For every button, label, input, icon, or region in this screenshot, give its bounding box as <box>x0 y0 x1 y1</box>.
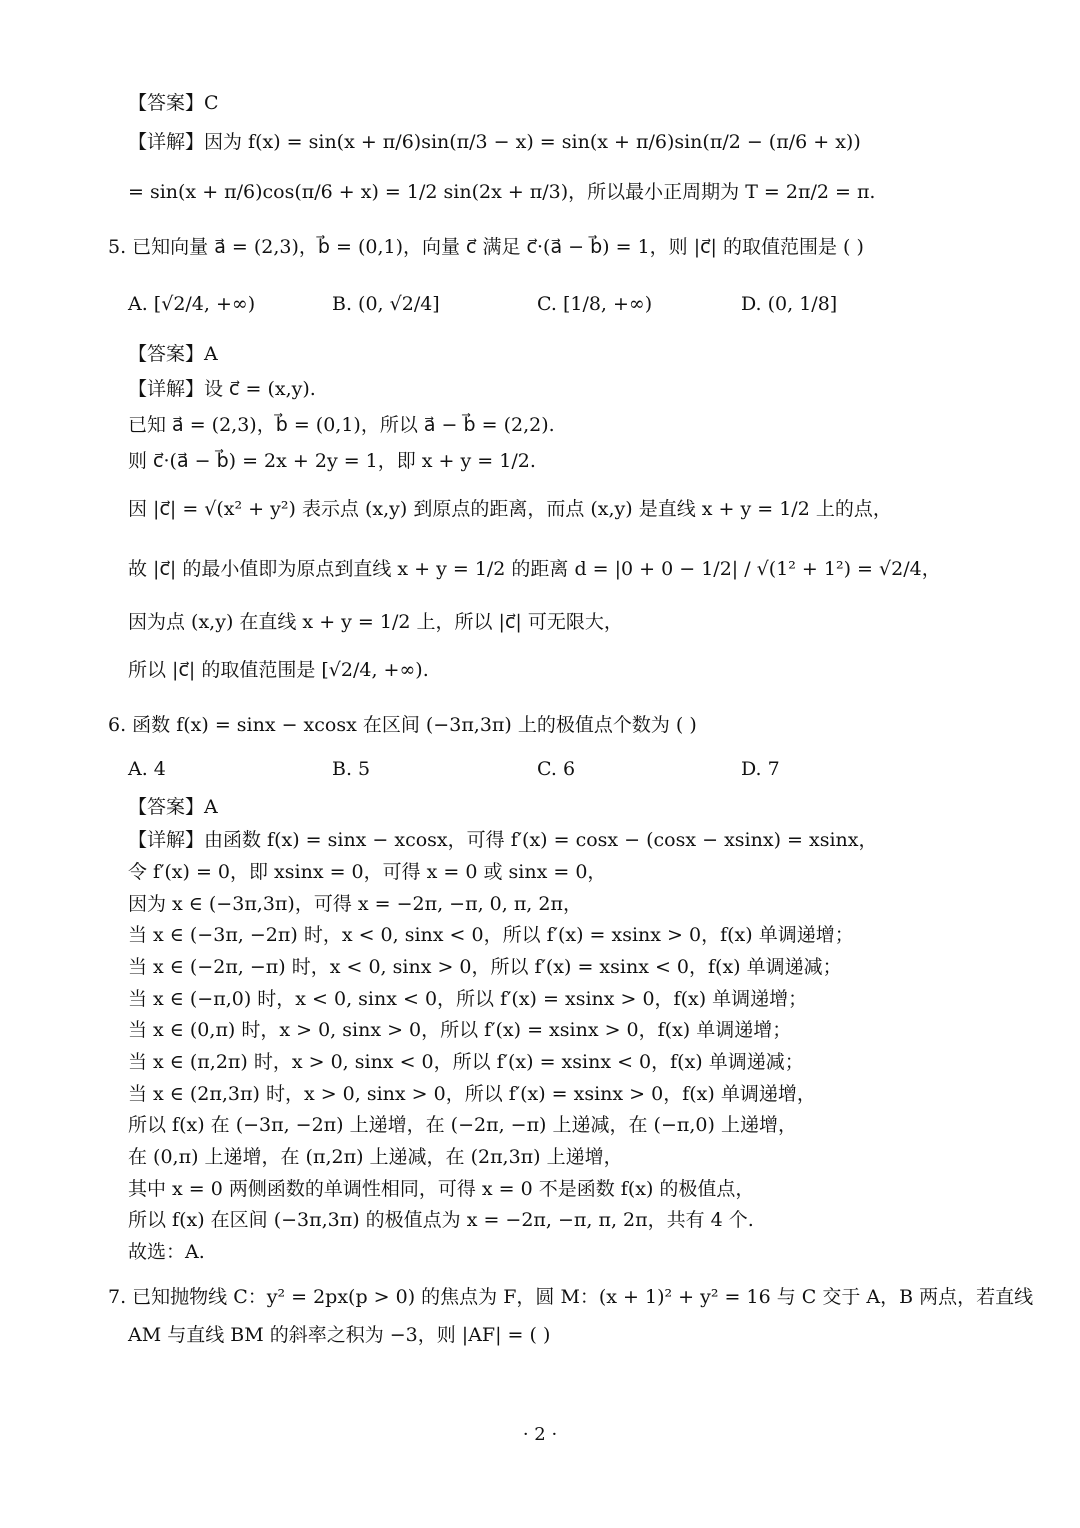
q5-detail-line: 所以 |c⃗| 的取值范围是 [√2/4, +∞). <box>128 659 429 681</box>
q6-detail-line: 令 f′(x) = 0，即 xsinx = 0，可得 x = 0 或 sinx = 0， <box>128 861 607 883</box>
q5-option-c: C. [1/8, +∞) <box>537 293 653 315</box>
question-7-stem-cont: AM 与直线 BM 的斜率之积为 −3，则 |AF| = ( ) <box>128 1324 551 1346</box>
question-5-stem: 5. 已知向量 a⃗ = (2,3)，b⃗ = (0,1)，向量 c⃗ 满足 c⃗·(a⃗ − b⃗) = 1，则 |c⃗| 的取值范围是 ( ) <box>108 236 864 258</box>
page-number: · 2 · <box>522 1424 558 1445</box>
q6-detail-line: 当 x ∈ (2π,3π) 时，x > 0, sinx > 0，所以 f′(x) = xsinx > 0，f(x) 单调递增， <box>128 1083 816 1105</box>
q5-option-a: A. [√2/4, +∞) <box>128 293 256 315</box>
q6-detail-line: 其中 x = 0 两侧函数的单调性相同，可得 x = 0 不是函数 f(x) 的极值点， <box>128 1178 755 1200</box>
q6-detail-line: 因为 x ∈ (−3π,3π)，可得 x = −2π, −π, 0, π, 2π， <box>128 893 582 915</box>
q6-option-a: A. 4 <box>128 758 166 780</box>
q6-answer: 【答案】A <box>128 796 218 818</box>
q6-detail-line: 当 x ∈ (−π,0) 时，x < 0, sinx < 0，所以 f′(x) = xsinx > 0，f(x) 单调递增； <box>128 988 808 1010</box>
prev-detail-line: 【详解】因为 f(x) = sin(x + π/6)sin(π/3 − x) = sin(x + π/6)sin(π/2 − (π/6 + x)) <box>128 131 861 153</box>
q6-option-b: B. 5 <box>332 758 371 780</box>
q6-detail-line: 故选：A. <box>128 1241 205 1263</box>
q6-detail-line: 当 x ∈ (−3π, −2π) 时，x < 0, sinx < 0，所以 f′(x) = xsinx > 0，f(x) 单调递增； <box>128 924 854 946</box>
q6-detail-line: 所以 f(x) 在 (−3π, −2π) 上递增，在 (−2π, −π) 上递减，在 (−π,0) 上递增， <box>128 1114 797 1136</box>
q6-detail-line: 当 x ∈ (π,2π) 时，x > 0, sinx < 0，所以 f′(x) = xsinx < 0，f(x) 单调递减； <box>128 1051 804 1073</box>
prev-answer: 【答案】C <box>128 92 219 114</box>
q5-option-d: D. (0, 1/8] <box>741 293 838 315</box>
q5-detail-line: 已知 a⃗ = (2,3)，b⃗ = (0,1)，所以 a⃗ − b⃗ = (2,2). <box>128 414 555 436</box>
q5-option-b: B. (0, √2/4] <box>332 293 440 315</box>
q6-detail-line: 【详解】由函数 f(x) = sinx − xcosx，可得 f′(x) = cosx − (cosx − xsinx) = xsinx， <box>128 829 878 851</box>
q5-detail-line: 故 |c⃗| 的最小值即为原点到直线 x + y = 1/2 的距离 d = |0 + 0 − 1/2| / √(1² + 1²) = √2/4， <box>128 558 941 580</box>
question-6-stem: 6. 函数 f(x) = sinx − xcosx 在区间 (−3π,3π) 上的极值点个数为 ( ) <box>108 714 697 736</box>
q5-detail-line: 则 c⃗·(a⃗ − b⃗) = 2x + 2y = 1，即 x + y = 1/2. <box>128 450 536 472</box>
q6-detail-line: 当 x ∈ (0,π) 时，x > 0, sinx > 0，所以 f′(x) = xsinx > 0，f(x) 单调递增； <box>128 1019 792 1041</box>
q5-detail-line: 因 |c⃗| = √(x² + y²) 表示点 (x,y) 到原点的距离，而点 (x,y) 是直线 x + y = 1/2 上的点， <box>128 498 892 520</box>
prev-detail-line: = sin(x + π/6)cos(π/6 + x) = 1/2 sin(2x + π/3)，所以最小正周期为 T = 2π/2 = π. <box>128 181 876 203</box>
q5-answer: 【答案】A <box>128 343 218 365</box>
q6-option-d: D. 7 <box>741 758 780 780</box>
q5-detail-line: 【详解】设 c⃗ = (x,y). <box>128 378 316 400</box>
question-7-stem: 7. 已知抛物线 C：y² = 2px(p > 0) 的焦点为 F，圆 M：(x + 1)² + y² = 16 与 C 交于 A，B 两点，若直线 <box>108 1286 1034 1308</box>
q5-detail-line: 因为点 (x,y) 在直线 x + y = 1/2 上，所以 |c⃗| 可无限大， <box>128 611 623 633</box>
q6-detail-line: 在 (0,π) 上递增，在 (π,2π) 上递减，在 (2π,3π) 上递增， <box>128 1146 623 1168</box>
q6-option-c: C. 6 <box>537 758 576 780</box>
q6-detail-line: 所以 f(x) 在区间 (−3π,3π) 的极值点为 x = −2π, −π, π, 2π，共有 4 个. <box>128 1209 754 1231</box>
q6-detail-line: 当 x ∈ (−2π, −π) 时，x < 0, sinx > 0，所以 f′(x) = xsinx < 0，f(x) 单调递减； <box>128 956 842 978</box>
